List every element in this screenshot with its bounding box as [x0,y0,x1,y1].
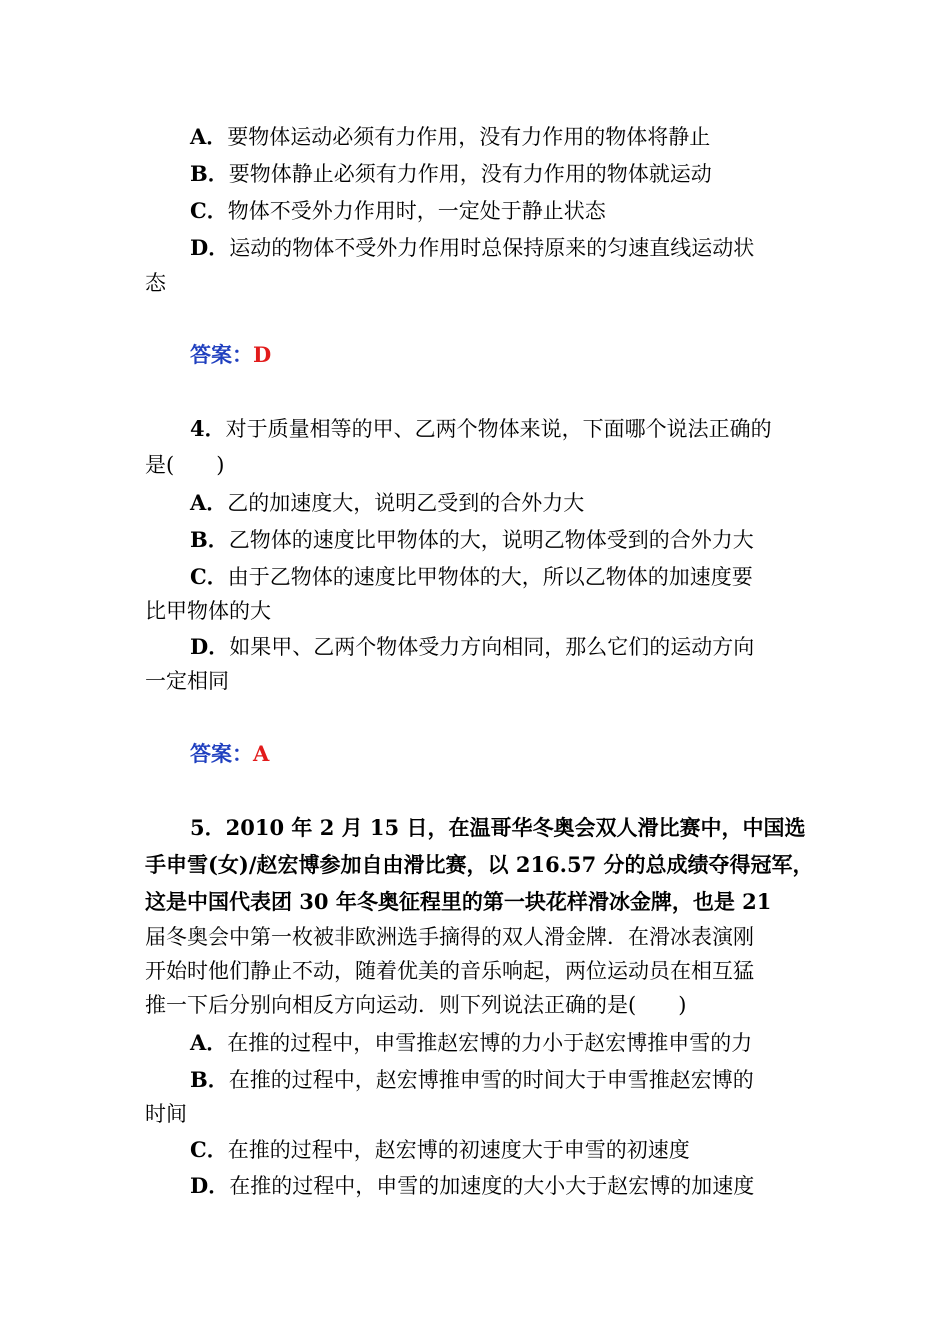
answer-value: A [253,741,270,766]
q3-option-c [190,192,606,230]
option-label: C． [190,198,228,223]
option-label: A． [190,124,228,149]
option-text: 在推的过程中，申雪推赵宏博的力小于赵宏博推申雪的力 [227,1031,753,1055]
option-text: 由于乙物体的速度比甲物体的大，所以乙物体的加速度要 [227,565,753,589]
q4-option-d [190,628,754,666]
option-label: B． [190,1067,229,1092]
q3-option-a [190,118,710,156]
q3-option-d [190,229,754,267]
q5-stem-line1 [190,809,805,847]
q4-stem-line2: 是( ) [145,453,225,477]
option-label: D． [190,1173,230,1198]
question-number: 5． [190,815,226,840]
q5-option-d [190,1167,754,1205]
option-label: B． [190,161,229,186]
option-text: 如果甲、乙两个物体受力方向相同，那么它们的运动方向 [229,635,755,659]
option-text: 在推的过程中，赵宏博推申雪的时间大于申雪推赵宏博的 [228,1068,754,1092]
option-label: D． [190,235,230,260]
option-text: 要物体静止必须有力作用，没有力作用的物体就运动 [228,162,712,186]
q4-stem-line1 [190,410,772,448]
q5-option-b [190,1061,754,1099]
stem-text: 2010 年 2 月 15 日，在温哥华冬奥会双人滑比赛中，中国选 [225,815,806,840]
option-label: A． [190,1030,228,1055]
option-text: 在推的过程中，赵宏博的初速度大于申雪的初速度 [227,1138,690,1162]
q5-option-c [190,1131,690,1169]
option-label: A． [190,490,228,515]
q5-option-b-continuation: 时间 [145,1102,187,1126]
q4-option-b [190,521,754,559]
option-text: 乙物体的速度比甲物体的大，说明乙物体受到的合外力大 [228,528,754,552]
option-label: B． [190,527,229,552]
option-label: C． [190,1137,228,1162]
answer-label: 答案： [190,342,253,367]
option-label: C． [190,564,228,589]
q5-stem-line2: 手申雪(女)/赵宏博参加自由滑比赛，以 216.57 分的总成绩夺得冠军， [145,852,814,877]
q4-option-c-continuation: 比甲物体的大 [145,599,271,623]
option-text: 乙的加速度大，说明乙受到的合外力大 [227,491,585,515]
q5-stem-line4: 届冬奥会中第一枚被非欧洲选手摘得的双人滑金牌．在滑冰表演刚 [145,925,754,949]
q4-option-d-continuation: 一定相同 [145,669,229,693]
option-text: 物体不受外力作用时，一定处于静止状态 [227,199,606,223]
q5-stem-line5: 开始时他们静止不动，随着优美的音乐响起，两位运动员在相互猛 [145,959,754,983]
q3-option-d-continuation: 态 [145,271,166,295]
option-text: 运动的物体不受外力作用时总保持原来的匀速直线运动状 [229,236,755,260]
q4-option-c [190,558,753,596]
q5-stem-line6: 推一下后分别向相反方向运动．则下列说法正确的是( ) [145,993,687,1017]
option-label: D． [190,634,230,659]
question-number: 4． [190,416,226,441]
q3-answer [190,336,271,374]
option-text: 要物体运动必须有力作用，没有力作用的物体将静止 [227,125,711,149]
q5-option-a [190,1024,752,1062]
q4-answer [190,735,269,773]
option-text: 在推的过程中，申雪的加速度的大小大于赵宏博的加速度 [229,1174,755,1198]
answer-label: 答案： [190,741,253,766]
stem-text: 对于质量相等的甲、乙两个物体来说，下面哪个说法正确的 [225,417,772,441]
q3-option-b [190,155,712,193]
q4-option-a [190,484,584,522]
answer-value: D [253,342,272,367]
q5-stem-line3: 这是中国代表团 30 年冬奥征程里的第一块花样滑冰金牌，也是 21 [145,889,772,914]
